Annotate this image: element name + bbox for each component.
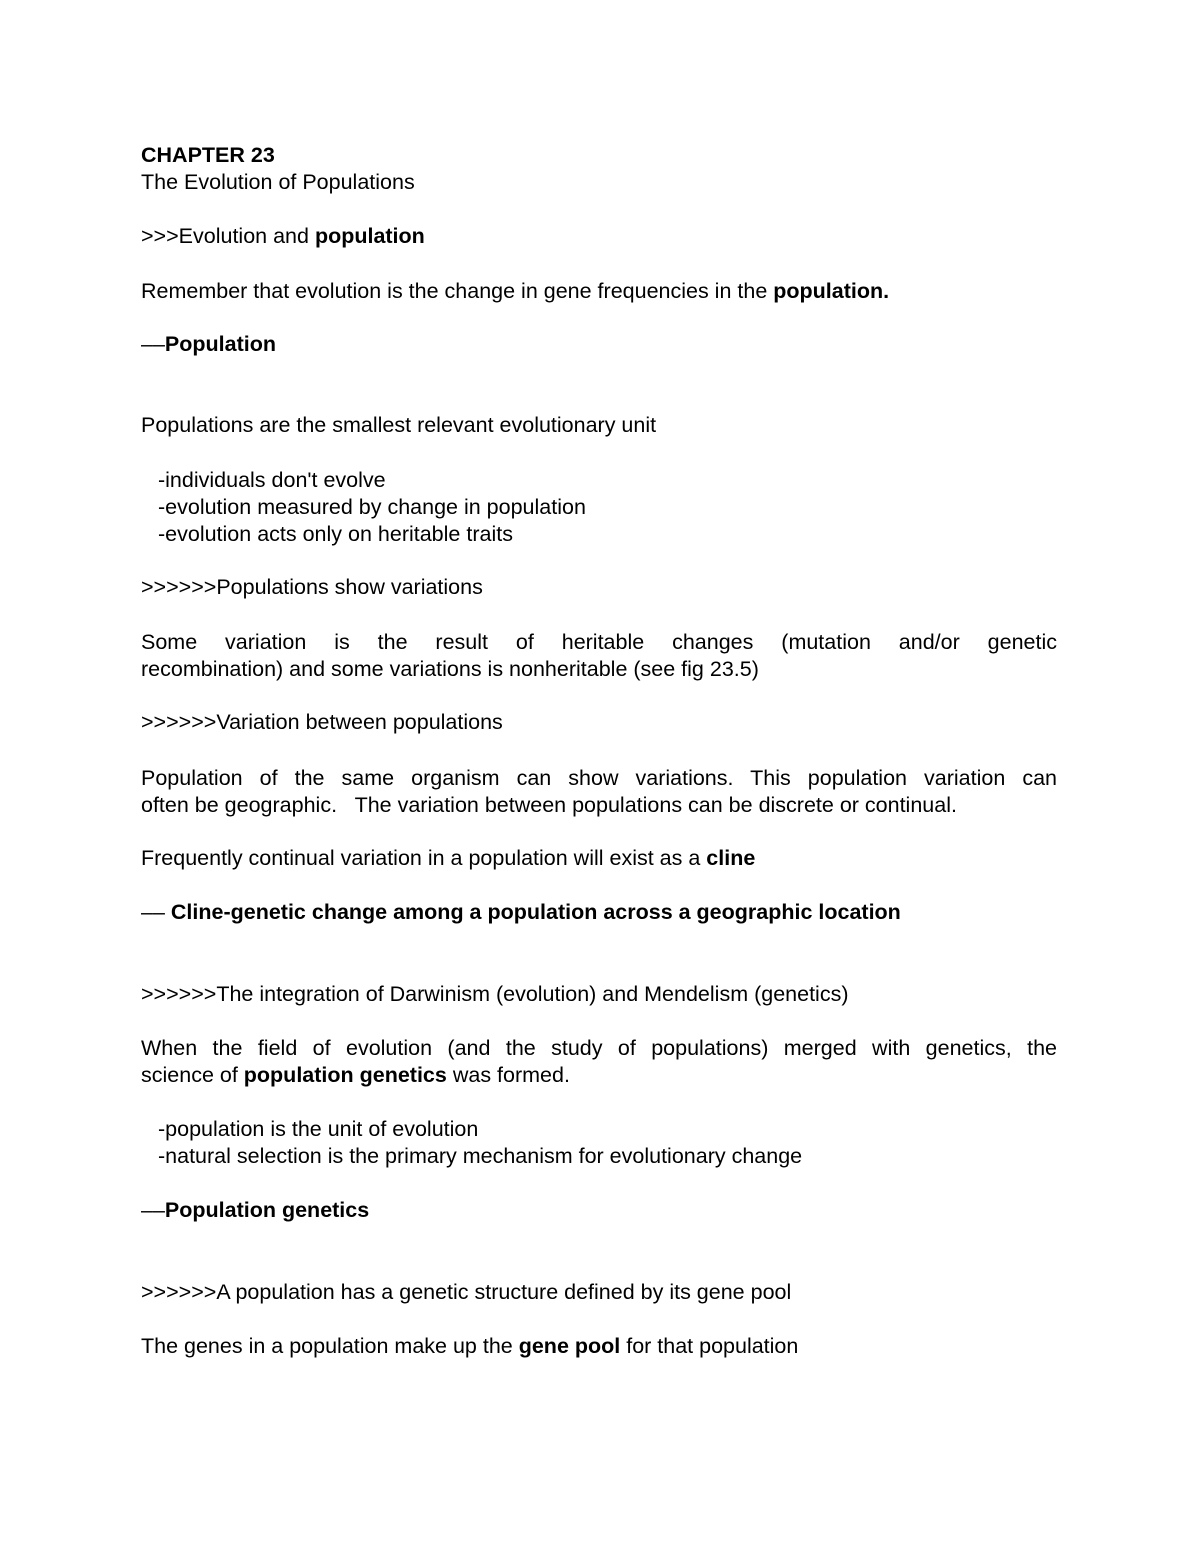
section-genetic-structure: >>>>>>A population has a genetic structure defined by its gene pool (141, 1280, 792, 1304)
paragraph-field-of-evolution-line1: When the field of evolution (and the study of populations) merged with genetics, the (141, 1036, 1057, 1060)
heading-cline: –– Cline-genetic change among a population across a geographic location (141, 900, 901, 924)
paragraph-same-organism-line2: often be geographic. The variation between populations can be discrete or continual. (141, 793, 957, 817)
section-evolution-and-population: >>>Evolution and population (141, 224, 425, 248)
section-variation-between-populations: >>>>>>Variation between populations (141, 710, 503, 734)
paragraph-smallest-unit: Populations are the smallest relevant evolutionary unit (141, 413, 657, 437)
chapter-heading: CHAPTER 23 (141, 143, 275, 167)
heading-population-genetics: ––Population genetics (141, 1198, 370, 1222)
paragraph-heritable-line1: Some variation is the result of heritable changes (mutation and/or genetic (141, 630, 1057, 654)
paragraph-cline: Frequently continual variation in a population will exist as a cline (141, 846, 756, 870)
paragraph-gene-pool: The genes in a population make up the gene pool for that population (141, 1334, 799, 1358)
list-item: -individuals don't evolve (158, 468, 386, 492)
paragraph-remember: Remember that evolution is the change in gene frequencies in the population. (141, 279, 890, 303)
list-item: -evolution measured by change in population (158, 495, 586, 519)
list-item: -natural selection is the primary mechanism for evolutionary change (158, 1144, 803, 1168)
list-item: -evolution acts only on heritable traits (158, 522, 513, 546)
list-item: -population is the unit of evolution (158, 1117, 479, 1141)
paragraph-field-of-evolution-line2: science of population genetics was formed. (141, 1063, 570, 1087)
section-populations-show-variations: >>>>>>Populations show variations (141, 575, 483, 599)
paragraph-same-organism-line1: Population of the same organism can show variations. This population variation can (141, 766, 1057, 790)
heading-population: ––Population (141, 332, 276, 356)
chapter-subtitle: The Evolution of Populations (141, 170, 415, 194)
paragraph-heritable-line2: recombination) and some variations is nonheritable (see fig 23.5) (141, 657, 759, 681)
section-integration: >>>>>>The integration of Darwinism (evolution) and Mendelism (genetics) (141, 982, 849, 1006)
